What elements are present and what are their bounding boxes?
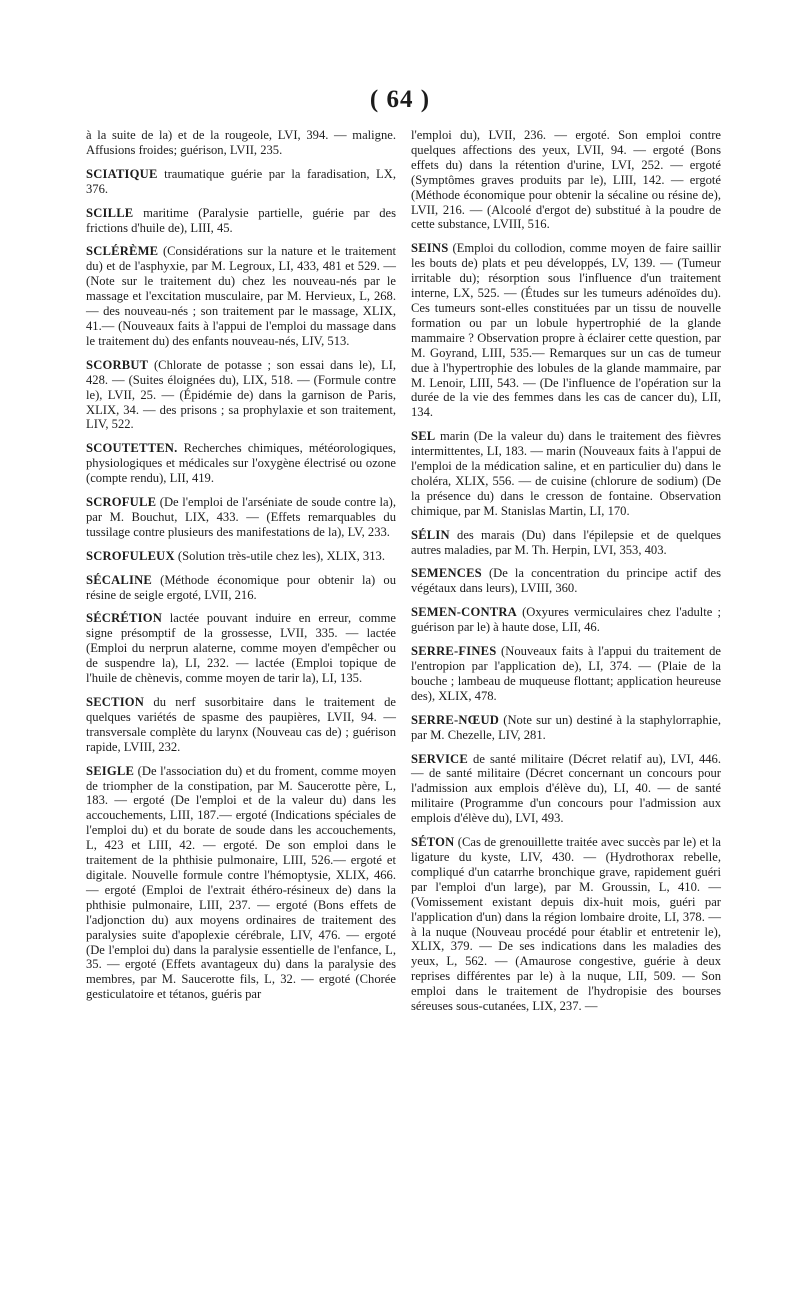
entry-text: (Nouveaux faits à l'appui du traitement de l'entropion par l'application de), LI, 374. — (Plaie de la bouche ; lambeau de muqueuse flottant; application heureuse des), XLIX, 478.: [411, 644, 721, 703]
entry-text: (De la concentration du principe actif des végétaux dans leurs), LVIII, 360.: [411, 566, 721, 596]
index-entry: [86, 167, 396, 197]
entry-headword: SCROFULE: [86, 495, 157, 510]
entry-headword: SERRE-NŒUD: [411, 712, 500, 727]
right-column: [411, 128, 721, 1023]
entry-headword: SEL: [411, 429, 436, 444]
entry-headword: SCROFULEUX: [86, 548, 175, 563]
entry-headword: SECTION: [86, 695, 145, 709]
entry-headword: SERRE-FINES: [411, 644, 497, 659]
index-entry: [411, 835, 721, 1014]
entry-text: traumatique guérie par la faradisation, LX, 376.: [86, 166, 396, 196]
entry-text: à la suite de la) et de la rougeole, LVI, 394. — maligne. Affusions froides; guérison, LVII, 235.: [86, 128, 396, 157]
entry-headword: SÉCRÉTION: [86, 611, 162, 626]
index-entry: [86, 611, 396, 686]
entry-headword: SEMENCES: [411, 566, 482, 581]
entry-text: lactée pouvant induire en erreur, comme signe présomptif de la grossesse, LVII, 335. — lactée (Emploi du nerprun alaterne, comme moyen d'empêcher ou de suspendre la), LI, 232. — lactée (Emploi topique de l'huile de chènevis, comme moyen de tarir la), LI, 135.: [86, 611, 396, 686]
entry-headword: SCOUTETTEN.: [86, 441, 178, 456]
entry-headword: SERVICE: [411, 751, 468, 766]
entry-text: Recherches chimiques, météorologiques, physiologiques et médicales sur l'oxygène électrisé ou ozone (compte rendu), LII, 419.: [86, 441, 396, 486]
entry-text: (De l'association du) et du froment, comme moyen de triompher de la constipation, par M. Saucerotte père, L, 183. — ergoté (De l'emploi et de la valeur du) dans les accouchements, LIII, 187.— ergoté (Indications spéciales de l'emploi du) et du borate de soude dans les accouchements, L, 423 et LIII, 42. — ergoté. De son emploi dans le traitement de la phthisie pulmonaire, LIII, 526.— ergoté et digitale. Nouvelle formule contre l'hémoptysie, XLIX, 466. — ergoté (Emploi de l'extrait éthéro-résineux de) dans la phthisie pulmonaire, LIII, 237. — ergoté (Bons effets de l'adjonction du) aux moyens ordinaires de traitement des paralysies suite d'apoplexie cérébrale, LIV, 476. — ergoté (De l'emploi du) dans la paralysie essentielle de l'enfance, L, 35. — ergoté (Effets avantageux du) dans la paralysie des membres, par M. Saucerotte fils, L, 32. — ergoté (Chorée gesticulatoire et tétanos, guéris par: [86, 763, 396, 1002]
index-entry: [86, 764, 396, 1003]
index-entry: [86, 128, 396, 158]
index-entry: [411, 752, 721, 827]
entry-headword: SCORBUT: [86, 357, 149, 372]
entry-text: (Solution très-utile chez les), XLIX, 313.: [174, 548, 385, 563]
index-entry: [411, 566, 721, 596]
entry-text: (Oxyures vermiculaires chez l'adulte ; guérison par le) à haute dose, LII, 46.: [411, 605, 721, 635]
index-entry: [86, 549, 396, 564]
entry-text: (De l'emploi de l'arséniate de soude contre la), par M. Bouchut, LIX, 433. — (Effets remarquables du tussilage contre plusieurs des manifestations de la), LV, 233.: [86, 495, 396, 539]
entry-headword: SEINS: [411, 241, 449, 256]
entry-headword: SCLÉRÈME: [86, 244, 159, 259]
entry-text: de santé militaire (Décret relatif au), LVI, 446. — de santé militaire (Décret concernant un concours pour l'admission aux emplois d'élève du), LI, 40. — de santé militaire (Programme d'un concours pour l'admission aux emplois d'élève du), LVI, 493.: [411, 751, 721, 826]
index-entry: [411, 241, 721, 420]
entry-text: (Cas de grenouillette traitée avec succès par le) et la ligature du kyste, LIV, 430. — (Hydrothorax rebelle, compliqué d'un catarrhe bronchique grave, rapidement guéri par l'emploi d'un large), par M. Groussin, L, 410. — (Vomissement existant depuis dix-huit mois, guéri par l'application d'un) dans la région lombaire droite, LI, 378. — à la nuque (Nouveau procédé pour établir et entretenir le), XLIX, 379. — De ses indications dans les maladies des yeux, L, 562. — (Amaurose congestive, guérie à deux reprises différentes par le) à la nuque, LII, 509. — Son emploi dans le traitement de l'hydropisie des bourses séreuses sous-cutanées, LIX, 237. —: [411, 835, 721, 1014]
entry-text: des marais (Du) dans l'épilepsie et de quelques autres maladies, par M. Th. Herpin, LVI, 353, 403.: [411, 527, 721, 557]
index-entry: [86, 441, 396, 486]
index-entry: [411, 429, 721, 518]
entry-text: l'emploi du), LVII, 236. — ergoté. Son emploi contre quelques affections des yeux, LVII, 94. — ergoté (Bons effets du) dans la rétention d'urine, LVI, 252. — ergoté (Symptômes graves produits par le), LIII, 142. — ergoté (Méthode économique pour obtenir la sécaline ou résine de), LVII, 216. — (Alcoolé d'ergot de) substitué à la poudre de cette substance, LVIII, 516.: [411, 128, 721, 232]
entry-headword: SÉCALINE: [86, 572, 152, 587]
entry-text: (Emploi du collodion, comme moyen de faire saillir les bouts de) plats et peu développés, LV, 139. — (Tumeur irritable du); résorption sous l'influence d'un traitement interne, LX, 525. — (Études sur les tumeurs adénoïdes du). Ces tumeurs sont-elles constituées par un tissu de nouvelle formation ou par un lobule hypertrophié de la glande mammaire ? Observation propre à éclairer cette question, par M. Goyrand, LIII, 535.— Remarques sur un cas de tumeur due à l'hypertrophie des lobules de la glande mammaire, par M. Lenoir, LIII, 543. — (De l'influence de l'opération sur la durée de la vie des femmes dans les cas de cancer du), LII, 134.: [411, 241, 721, 420]
left-column: [86, 128, 396, 1011]
entry-text: marin (De la valeur du) dans le traitement des fièvres intermittentes, LI, 183. — marin (Nouveaux faits à l'appui de l'emploi de la médication saline, et en particulier du) dans le choléra, XLIX, 556. — de cuisine (chlorure de sodium) (De la présence du) dans le cresson de fontaine. Observation chimique, par M. Stanislas Martin, LI, 170.: [411, 429, 721, 518]
entry-text: (Méthode économique pour obtenir la) ou résine de seigle ergoté, LVII, 216.: [86, 572, 396, 602]
entry-text: du nerf susorbitaire dans le traitement de quelques variétés de spasme des paupières, LVII, 94. — transversale complète du larynx (Nouveau cas de) ; guérison rapide, LVIII, 232.: [86, 695, 396, 754]
index-entry: [86, 244, 396, 348]
index-entry: [86, 206, 396, 236]
entry-text: (Chlorate de potasse ; son essai dans le), LI, 428. — (Suites éloignées du), LIX, 518. — (Formule contre le), LVII, 25. — (Épidémie de) dans la garnison de Paris, XLIX, 34. — des prisons ; sa prophylaxie et son traitement, LIV, 522.: [86, 357, 396, 432]
index-entry: [411, 605, 721, 635]
index-entry: [86, 695, 396, 755]
entry-headword: SEMEN-CONTRA: [411, 605, 517, 620]
entry-headword: SCIATIQUE: [86, 166, 158, 181]
index-entry: [411, 644, 721, 704]
index-entry: [411, 128, 721, 232]
index-entry: [86, 358, 396, 433]
page-number: ( 64 ): [369, 86, 431, 113]
entry-headword: SÉLIN: [411, 527, 450, 542]
index-entry: [86, 495, 396, 540]
entry-text: (Note sur un) destiné à la staphylorraphie, par M. Chezelle, LIV, 281.: [411, 712, 721, 742]
entry-headword: SÉTON: [411, 835, 455, 850]
index-entry: [411, 528, 721, 558]
entry-text: (Considérations sur la nature et le traitement du) et de l'asphyxie, par M. Legroux, LI, 433, 481 et 529. — (Note sur le traitement du) chez les nouveau-nés par le massage et l'excitation musculaire, par M. Hervieux, L, 268. — des nouveau-nés ; son traitement par le massage, XLIX, 41.— (Nouveaux faits à l'appui de l'emploi du massage dans le traitement du) des enfants nouveau-nés, LIV, 513.: [86, 244, 396, 348]
index-entry: [411, 713, 721, 743]
index-entry: [86, 573, 396, 603]
entry-headword: SEIGLE: [86, 763, 135, 778]
entry-text: maritime (Paralysie partielle, guérie par des frictions d'huile de), LIII, 45.: [86, 205, 396, 235]
entry-headword: SCILLE: [86, 205, 134, 220]
